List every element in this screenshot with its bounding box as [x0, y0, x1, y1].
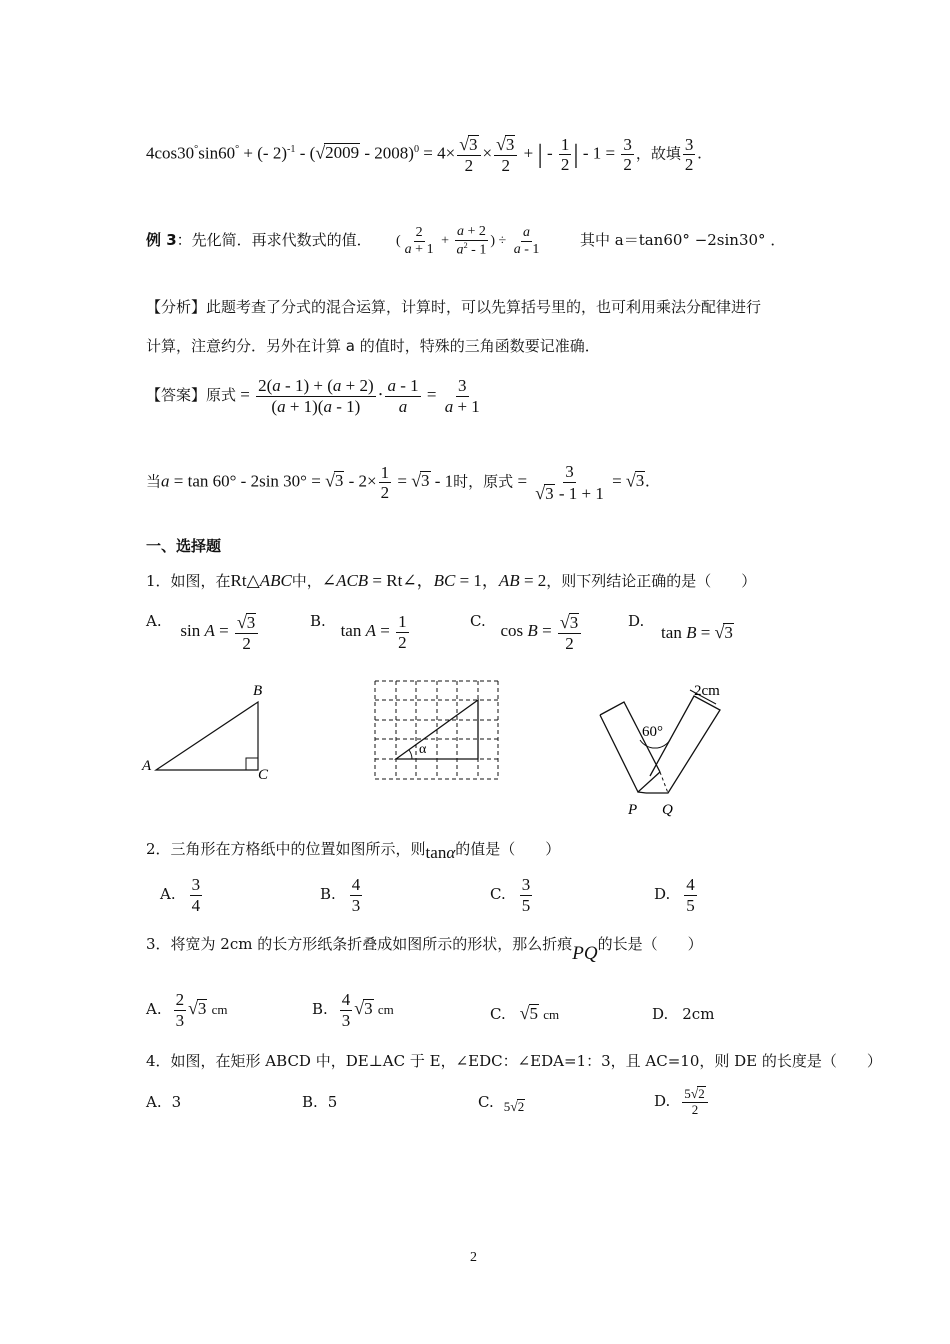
q2-option-c[interactable]: C. $\frac{3}{5}$: [490, 875, 531, 915]
alpha-label: α: [419, 742, 427, 757]
analysis-line-2: 计算，注意约分．另外在计算 a 的值时，特殊的三角函数要记准确．: [146, 337, 600, 355]
grid-triangle: [396, 700, 478, 759]
answer-line: 【答案】原式 = $\frac{2(a - 1) + (a + 2)}{(a + 1)(a - 1)}$ ⋅ $\frac{a - 1}{a}$ = $\frac{3}{a + 1}$: [146, 376, 480, 416]
right-angle-mark: [246, 758, 258, 770]
figure-right-triangle: [138, 680, 288, 785]
q3-option-d[interactable]: D. 2cm: [652, 1005, 715, 1023]
q1-mid: 中，: [291, 572, 322, 590]
q2-option-b[interactable]: B. $\frac{4}{3}$: [320, 875, 361, 915]
q2-suffix: 的值是（ ）: [455, 840, 561, 858]
question-2: 2．三角形在方格纸中的位置如图所示，则tanα的值是（ ）: [146, 840, 561, 862]
q1-option-b[interactable]: B. tan A = $\frac{1}{2}$: [310, 612, 407, 652]
q3-option-b[interactable]: B. $\frac{4}{3}$ √3 cm: [312, 990, 394, 1030]
q1-prefix: 1．如图，在: [146, 572, 231, 590]
fill-in-text: ，故填: [635, 144, 681, 163]
figure-grid-triangle: [370, 678, 505, 783]
question-3: 3．将宽为 2cm 的长方形纸条折叠成如图所示的形状，那么折痕PQ的长是（ ）: [146, 935, 703, 964]
label-c: C: [258, 767, 269, 783]
fold-line: [660, 772, 668, 793]
angle-arc: [409, 750, 412, 759]
q4-option-b[interactable]: B. 5: [302, 1093, 338, 1111]
q3-option-c[interactable]: C. √5 cm: [490, 1003, 560, 1023]
label-q: Q: [662, 802, 673, 818]
example-3: [146, 229, 372, 250]
formula-line-1: 4cos30°sin60° + (- 2)$^{-1}$ - (√2009 - 2008)$^0$ = 4× $\frac{√3}{2}$ × $\frac{√3}{2}$ + | - $\frac{1}{2}$ | - 1 = $\frac{3}{2}$ ，故填 $\frac{3}{2}$ .: [146, 134, 702, 175]
example-3-expression: ( $\frac{2}{a + 1}$ + $\frac{a + 2}{a^2 - 1}$ ) ÷ $\frac{a}{a - 1}$: [396, 224, 540, 258]
q3-suffix: 的长是（ ）: [597, 935, 703, 953]
q3-text: 3．将宽为 2cm 的长方形纸条折叠成如图所示的形状，那么折痕: [146, 935, 573, 953]
q4-option-d[interactable]: D. $\frac{5√2}{2}$: [654, 1086, 710, 1118]
q4-option-a[interactable]: A. 3: [146, 1093, 182, 1111]
q2-option-a[interactable]: A. $\frac{3}{4}$: [160, 875, 201, 915]
q3-option-a[interactable]: A. $\frac{2}{3}$ √3 cm: [146, 990, 228, 1030]
width-label: 2cm: [694, 683, 720, 699]
q1-option-c[interactable]: C. cos B = $\frac{√3}{2}$: [470, 612, 583, 653]
section-title: 一、选择题: [146, 537, 222, 555]
question-4: 4．如图，在矩形 ABCD 中，DE⊥AC 于 E，∠EDC：∠EDA=1：3，且 AC=10，则 DE 的长度是（ ）: [146, 1052, 882, 1070]
q1-option-d[interactable]: D. tan B = √3: [628, 612, 733, 642]
answer-label: 【答案】原式: [146, 385, 237, 404]
triangle-abc: [156, 702, 258, 770]
example-label: 例 3: [146, 231, 177, 249]
q2-option-d[interactable]: D. $\frac{4}{5}$: [654, 875, 695, 915]
q2-text: 2．三角形在方格纸中的位置如图所示，则: [146, 840, 426, 858]
analysis-line-1: 【分析】此题考查了分式的混合运算，计算时，可以先算括号里的，也可利用乘法分配律进行: [146, 298, 762, 316]
q1-option-a[interactable]: A. sin A = $\frac{√3}{2}$: [146, 612, 260, 653]
when-mid: 时，原式: [453, 472, 514, 491]
when-prefix: 当: [146, 472, 162, 491]
page-number: 2: [470, 1250, 477, 1265]
angle-label: 60°: [642, 724, 663, 740]
evaluation-line: 当a = tan 60° - 2sin 30° = √3 - 2× $\frac{1}{2}$ = √3 - 1时，原式 = $\frac{3}{√3 - 1 + 1}$ = √3.: [146, 462, 650, 503]
q1-suffix: ，则下列结论正确的是（ ）: [546, 572, 757, 590]
label-b: B: [253, 683, 263, 699]
question-1: 1．如图，在Rt△ABC中，∠ACB = Rt∠，BC = 1，AB = 2，则下列结论正确的是（ ）: [146, 571, 757, 590]
label-a: A: [142, 758, 152, 774]
q4-option-c[interactable]: C. 5√2: [478, 1093, 525, 1114]
paper-strip: [600, 696, 720, 793]
label-p: P: [628, 802, 638, 818]
example-text: ：先化简．再求代数式的值．: [176, 231, 372, 249]
example-3-condition: 其中 a＝tan60° −2sin30° ．: [580, 231, 786, 249]
figure-folded-strip: [590, 680, 740, 820]
